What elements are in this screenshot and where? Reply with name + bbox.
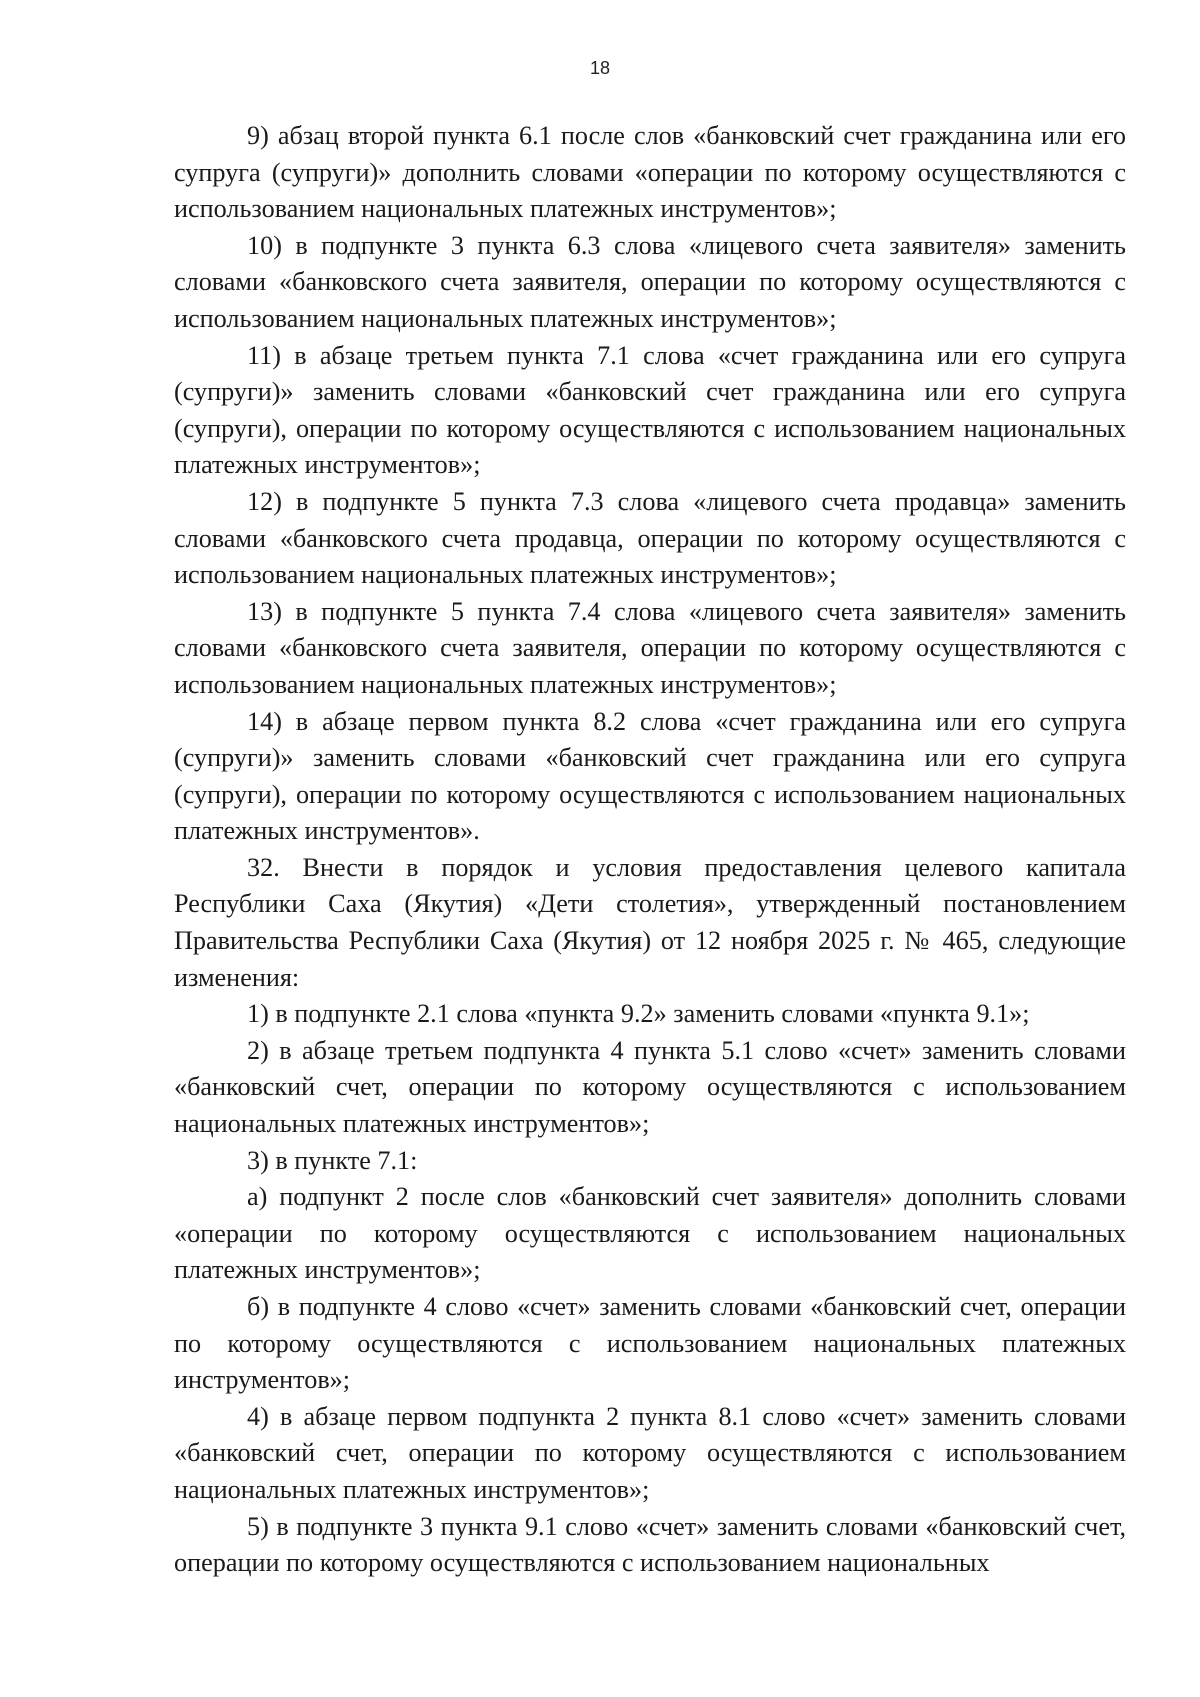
paragraph-item-12: 12) в подпункте 5 пункта 7.3 слова «лицевого счета продавца» заменить словами «банковского счета продавца, операции по которому осуществляются с использованием национальных платежных инструментов»; bbox=[174, 486, 1126, 590]
paragraph-item-2: 2) в абзаце третьем подпункта 4 пункта 5.1 слово «счет» заменить словами «банковский счет, операции по которому осуществляются с использованием национальных платежных инструментов»; bbox=[174, 1035, 1126, 1139]
paragraph-item-9: 9) абзац второй пункта 6.1 после слов «банковский счет гражданина или его супруга (супруги)» дополнить словами «операции по которому осуществляются с использованием национальных платежных инструментов»; bbox=[174, 121, 1126, 224]
page-number: 18 bbox=[589, 58, 611, 78]
paragraph-item-4: 4) в абзаце первом подпункта 2 пункта 8.1 слово «счет» заменить словами «банковский счет, операции по которому осуществляются с использованием национальных платежных инструментов»; bbox=[174, 1401, 1126, 1504]
paragraph-item-11: 11) в абзаце третьем пункта 7.1 слова «счет гражданина или его супруга (супруги)» заменить словами «банковский счет гражданина или его супруга (супруги), операции по которому осуществляются с использованием национальных платежных инструментов»; bbox=[174, 340, 1126, 480]
paragraph-item-10: 10) в подпункте 3 пункта 6.3 слова «лицевого счета заявителя» заменить словами «банковского счета заявителя, операции по которому осуществляются с использованием национальных платежных инструментов»; bbox=[174, 230, 1126, 333]
paragraph-subitem-a: а) подпункт 2 после слов «банковский счет заявителя» дополнить словами «операции по которому осуществляются с использованием национальных платежных инструментов»; bbox=[174, 1182, 1126, 1285]
paragraph-item-13: 13) в подпункте 5 пункта 7.4 слова «лицевого счета заявителя» заменить словами «банковского счета заявителя, операции по которому осуществляются с использованием национальных платежных инструментов»; bbox=[174, 596, 1126, 699]
paragraph-item-5: 5) в подпункте 3 пункта 9.1 слово «счет» заменить словами «банковский счет, операции по которому осуществляются с использованием национальных bbox=[174, 1511, 1126, 1578]
paragraph-subitem-b: б) в подпункте 4 слово «счет» заменить словами «банковский счет, операции по которому осуществляются с использованием национальных платежных инструментов»; bbox=[174, 1292, 1126, 1395]
paragraph-item-1: 1) в подпункте 2.1 слова «пункта 9.2» заменить словами «пункта 9.1»; bbox=[247, 999, 1030, 1029]
paragraph-item-3: 3) в пункте 7.1: bbox=[247, 1145, 418, 1175]
paragraph-section-32: 32. Внести в порядок и условия предоставления целевого капитала Республики Саха (Якутия) «Дети столетия», утвержденный постановлением Правительства Республики Саха (Якутия) от 12 ноября 2025 г. № 465, следующие изменения: bbox=[174, 852, 1126, 992]
document-body bbox=[174, 118, 1126, 1582]
paragraph-item-14: 14) в абзаце первом пункта 8.2 слова «счет гражданина или его супруга (супруги)» заменить словами «банковский счет гражданина или его супруга (супруги), операции по которому осуществляются с использованием национальных платежных инструментов». bbox=[174, 706, 1126, 846]
